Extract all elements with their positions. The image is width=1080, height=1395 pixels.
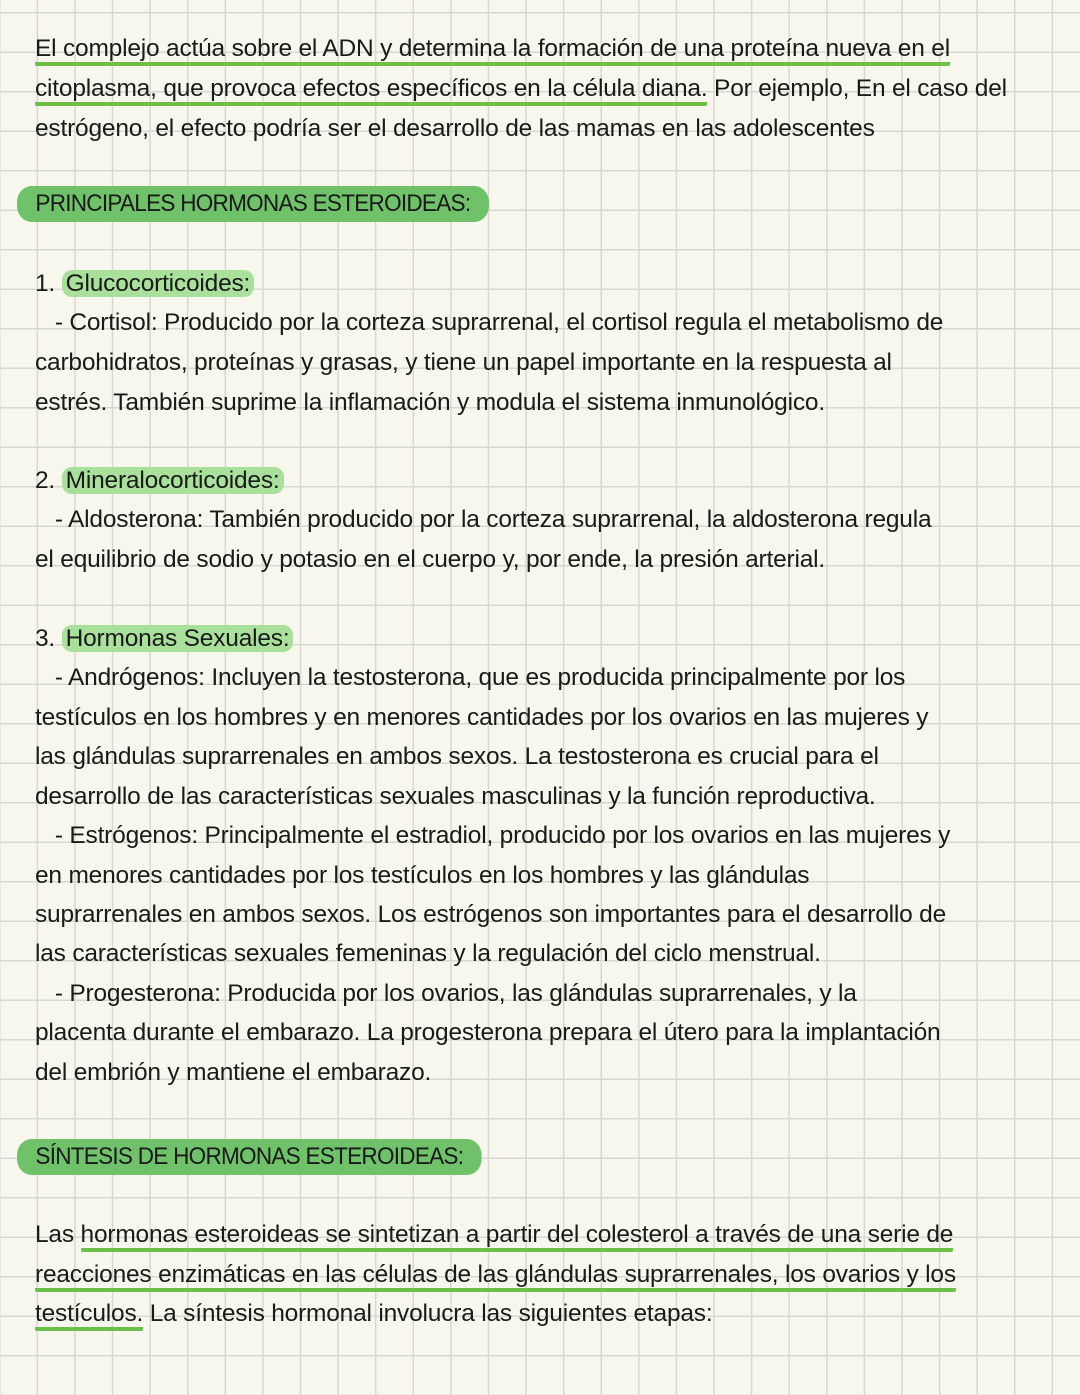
highlighted-subheading: Glucocorticoides: (62, 270, 255, 297)
text-line (35, 33, 950, 65)
text-line (35, 781, 876, 813)
text-line (35, 938, 821, 970)
section-heading (35, 1139, 522, 1175)
text-line (35, 1017, 940, 1049)
highlighted-subheading: Mineralocorticoides: (62, 467, 284, 494)
underlined-text: reacciones enzimáticas en las células de las glándulas suprarrenales, los ovarios y los (35, 1261, 956, 1292)
text-segment: desarrollo de las características sexuales masculinas y la función reproductiva. (35, 783, 876, 810)
text-line (35, 387, 825, 419)
text-line (35, 1298, 712, 1330)
text-line (35, 702, 928, 734)
text-segment: las características sexuales femeninas y la regulación del ciclo menstrual. (35, 940, 821, 967)
text-line (35, 820, 950, 852)
heading-pill: SÍNTESIS DE HORMONAS ESTEROIDEAS: (17, 1139, 482, 1175)
underlined-text: hormonas esteroideas se sintetizan a partir del colesterol a través de una serie de (81, 1221, 954, 1252)
text-segment: - Estrógenos: Principalmente el estradiol, producido por los ovarios en las mujeres y (35, 822, 951, 849)
text-segment: suprarrenales en ambos sexos. Los estrógenos son importantes para el desarrollo de (35, 901, 947, 928)
highlighted-subheading: Hormonas Sexuales: (62, 625, 294, 652)
text-segment: carbohidratos, proteínas y grasas, y tiene un papel importante en la respuesta al (35, 349, 892, 376)
text-line (35, 623, 293, 655)
text-segment: - Andrógenos: Incluyen la testosterona, que es producida principalmente por los (35, 664, 906, 691)
text-line (35, 465, 284, 497)
text-line (35, 268, 254, 300)
text-segment: Por ejemplo, En el caso del (707, 75, 1007, 102)
text-segment: - Progesterona: Producida por los ovarios, las glándulas suprarrenales, y la (35, 980, 857, 1007)
heading-pill: PRINCIPALES HORMONAS ESTEROIDEAS: (17, 186, 489, 222)
text-line (35, 662, 905, 694)
text-line (35, 347, 892, 379)
text-segment: del embrión y mantiene el embarazo. (35, 1059, 432, 1086)
text-line (35, 741, 879, 773)
text-segment: las glándulas suprarrenales en ambos sexos. La testosterona es crucial para el (35, 743, 879, 770)
text-segment: - Aldosterona: También producido por la corteza suprarrenal, la aldosterona regula (35, 506, 932, 533)
text-segment: testículos en los hombres y en menores cantidades por los ovarios en las mujeres y (35, 704, 929, 731)
text-line (35, 113, 875, 145)
text-segment: el equilibrio de sodio y potasio en el cuerpo y, por ende, la presión arterial. (35, 546, 826, 573)
text-segment: Las (35, 1221, 81, 1248)
text-line (35, 307, 943, 339)
text-line (35, 860, 809, 892)
text-line (35, 899, 946, 931)
text-line (35, 1057, 431, 1089)
text-segment: estrógeno, el efecto podría ser el desarrollo de las mamas en las adolescentes (35, 115, 875, 142)
text-segment: 2. (35, 467, 62, 494)
text-line (35, 504, 931, 536)
underlined-text: testículos. (35, 1300, 143, 1331)
underlined-text: citoplasma, que provoca efectos específicos en la célula diana. (35, 75, 707, 106)
text-segment: 3. (35, 625, 62, 652)
text-segment: placenta durante el embarazo. La progesterona prepara el útero para la implantación (35, 1019, 941, 1046)
text-line (35, 1219, 953, 1251)
text-segment: 1. (35, 270, 62, 297)
underlined-text: El complejo actúa sobre el ADN y determina la formación de una proteína nueva en el (35, 35, 950, 66)
text-line (35, 1259, 956, 1291)
text-line (35, 544, 825, 576)
text-line (35, 73, 1007, 105)
text-segment: en menores cantidades por los testículos en los hombres y las glándulas (35, 862, 810, 889)
text-line (35, 978, 857, 1010)
text-segment: estrés. También suprime la inflamación y modula el sistema inmunológico. (35, 389, 825, 416)
text-segment: La síntesis hormonal involucra las siguientes etapas: (143, 1300, 713, 1327)
text-segment: - Cortisol: Producido por la corteza suprarrenal, el cortisol regula el metabolismo de (35, 309, 944, 336)
section-heading (35, 186, 530, 222)
